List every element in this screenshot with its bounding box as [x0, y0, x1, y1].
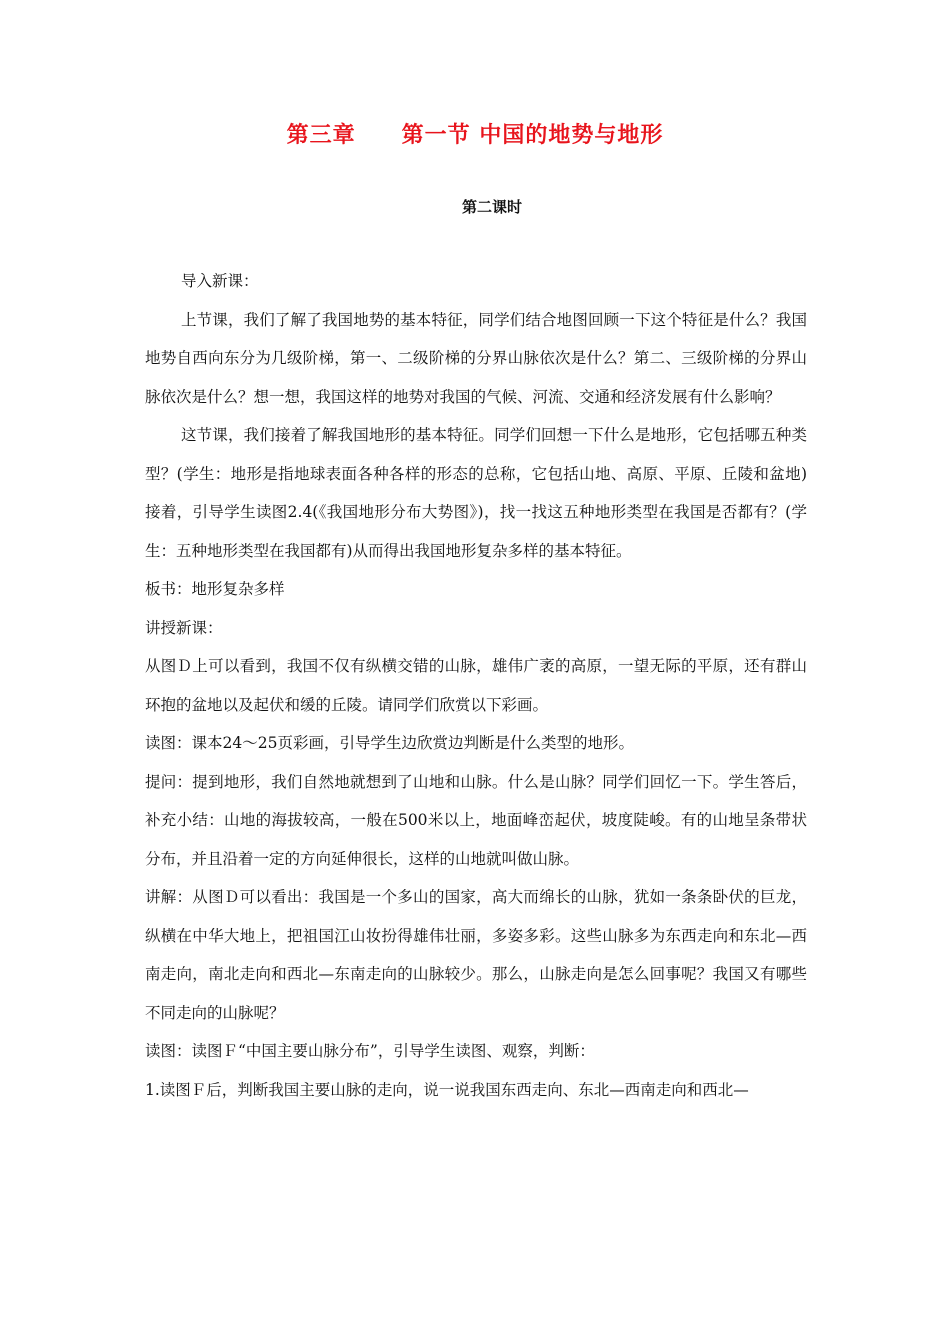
paragraph-question-mountains: 提问：提到地形，我们自然地就想到了山地和山脉。什么是山脉？同学们回忆一下。学生答后，补充小结：山地的海拔较高，一般在500米以上，地面峰峦起伏，坡度陡峻。有的山地呈条带状分布，并且沿着一定的方向延伸很长，这样的山地就叫做山脉。 — [145, 772, 807, 868]
paragraph-review: 上节课，我们了解了我国地势的基本特征，同学们结合地图回顾一下这个特征是什么？我国地势自西向东分为几级阶梯，第一、二级阶梯的分界山脉依次是什么？第二、三级阶梯的分界山脉依次是什么？想一想，我国这样的地势对我国的气候、河流、交通和经济发展有什么影响？ — [145, 310, 807, 406]
page-title: 第三章 第一节 中国的地势与地形 — [286, 122, 664, 148]
paragraph-landform-types: 这节课，我们接着了解我国地形的基本特征。同学们回想一下什么是地形，它包括哪五种类型？(学生：地形是指地球表面各种各样的形态的总称，它包括山地、高原、平原、丘陵和盆地)接着，引导学生读图2.4(《我国地形分布大势图》)，找一找这五种地形类型在我国是否都有？(学生：五种地形类型在我国都有)从而得出我国地形复杂多样的基本特征。 — [145, 426, 807, 560]
paragraph-read-figure-f: 读图：读图Ｆ“中国主要山脉分布”，引导学生读图、观察，判断： — [145, 1042, 595, 1060]
paragraph-figure-d: 从图Ｄ上可以看到，我国不仅有纵横交错的山脉，雄伟广袤的高原，一望无际的平原，还有群山环抱的盆地以及起伏和缓的丘陵。请同学们欣赏以下彩画。 — [145, 657, 807, 714]
paragraph-explanation: 讲解：从图Ｄ可以看出：我国是一个多山的国家，高大而绵长的山脉，犹如一条条卧伏的巨龙，纵横在中华大地上，把祖国江山妆扮得雄伟壮丽，多姿多彩。这些山脉多为东西走向和东北—西南走向，南北走向和西北—东南走向的山脉较少。那么，山脉走向是怎么回事呢？我国又有哪些不同走向的山脉呢？ — [145, 888, 807, 1022]
document-body — [145, 262, 807, 1109]
paragraph-board-note: 板书：地形复杂多样 — [145, 580, 285, 598]
page-subtitle: 第二课时 — [461, 198, 522, 216]
paragraph-intro-label: 导入新课： — [181, 272, 259, 290]
paragraph-new-lesson-label: 讲授新课： — [145, 618, 223, 637]
paragraph-read-picture: 读图：课本24～25页彩画，引导学生边欣赏边判断是什么类型的地形。 — [145, 734, 634, 752]
paragraph-item-1: 1.读图Ｆ后，判断我国主要山脉的走向，说一说我国东西走向、东北—西南走向和西北— — [145, 1080, 749, 1099]
